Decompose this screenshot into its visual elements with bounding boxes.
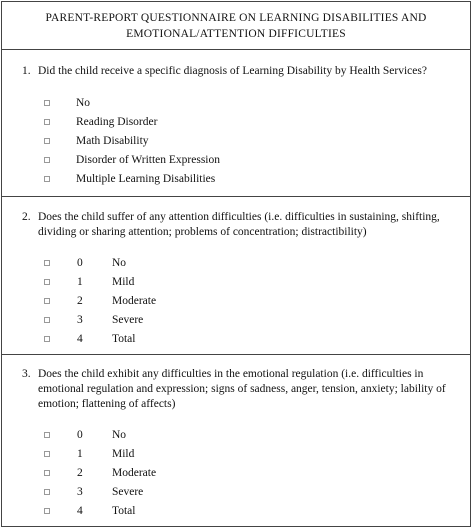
checkbox-q3-0[interactable] [44,432,50,438]
option-label: Severe [112,314,144,326]
question-3-section [2,355,470,526]
checkbox-q2-2[interactable] [44,298,50,304]
option-score: 3 [77,486,83,498]
checkbox-q3-4[interactable] [44,508,50,514]
checkbox-q3-2[interactable] [44,470,50,476]
option-score: 0 [77,429,83,441]
question-text: Does the child suffer of any attention difficulties (i.e. difficulties in sustaining, shifting, dividing or sharing attention; problems of concentration; distractibility) [38,211,440,238]
question-number: 2. [22,211,31,223]
option-label: Moderate [112,295,157,307]
option-label: Math Disability [76,135,149,147]
form-header [2,2,470,50]
option-label: Total [112,333,136,345]
checkbox-q1-no[interactable] [44,100,50,106]
checkbox-q1-written-expression[interactable] [44,157,50,163]
option-label: No [112,429,127,441]
checkbox-q2-0[interactable] [44,260,50,266]
option-label: Total [112,505,136,517]
checkbox-q1-multiple-ld[interactable] [44,176,50,182]
question-1-section [2,50,470,197]
option-label: Severe [112,486,144,498]
option-label: No [76,97,91,109]
question-text: Does the child exhibit any difficulties in the emotional regulation (i.e. difficulties in emotional regulation and expression; signs of sadness, anger, tension, anxiety; lability of emotion; flattening of affects) [38,368,446,410]
option-score: 0 [77,257,83,269]
checkbox-q1-reading-disorder[interactable] [44,119,50,125]
option-score: 1 [77,276,83,288]
option-label: Moderate [112,467,157,479]
option-score: 4 [77,505,83,517]
option-label: Multiple Learning Disabilities [76,173,216,185]
checkbox-q3-1[interactable] [44,451,50,457]
option-score: 4 [77,333,83,345]
checkbox-q2-3[interactable] [44,317,50,323]
option-label: Mild [112,448,135,460]
checkbox-q2-4[interactable] [44,336,50,342]
question-text: Did the child receive a specific diagnosis of Learning Disability by Health Services? [38,65,427,77]
option-score: 2 [77,295,83,307]
option-score: 1 [77,448,83,460]
checkbox-q3-3[interactable] [44,489,50,495]
option-label: Disorder of Written Expression [76,154,221,166]
checkbox-q2-1[interactable] [44,279,50,285]
option-label: Mild [112,276,135,288]
option-score: 2 [77,467,83,479]
checkbox-q1-math-disability[interactable] [44,138,50,144]
question-number: 1. [22,65,31,77]
option-label: Reading Disorder [76,116,158,128]
option-score: 3 [77,314,83,326]
questionnaire-form [1,1,471,527]
option-label: No [112,257,127,269]
question-2-section [2,197,470,355]
form-title-line-1: PARENT-REPORT QUESTIONNAIRE ON LEARNING DISABILITIES AND [45,11,427,24]
question-number: 3. [22,368,31,380]
form-title-line-2: EMOTIONAL/ATTENTION DIFFICULTIES [126,27,346,40]
